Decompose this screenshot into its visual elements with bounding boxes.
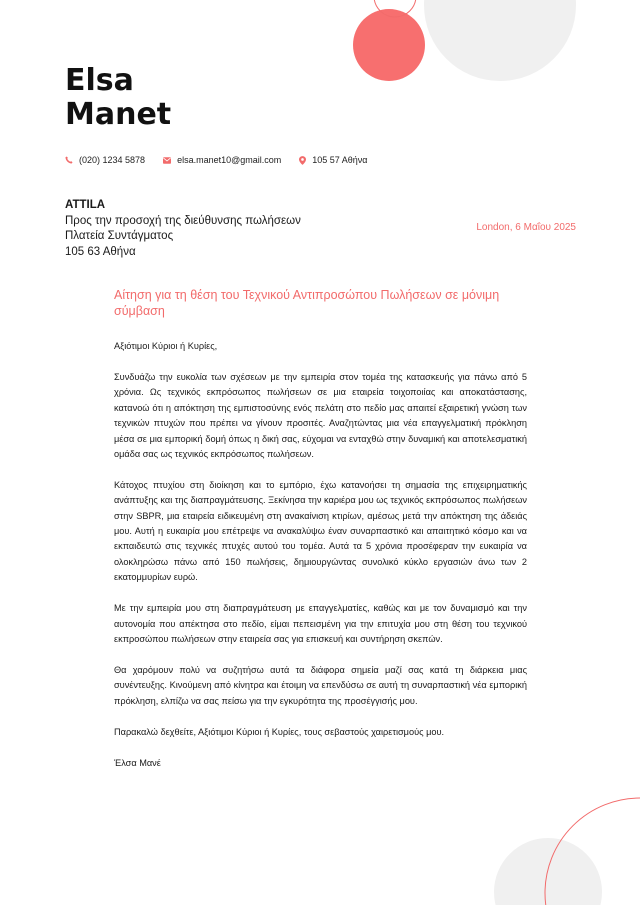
coral-circle-decoration xyxy=(353,9,425,81)
recipient-company: ATTILA xyxy=(65,199,106,211)
contact-bar xyxy=(65,155,368,165)
candidate-name xyxy=(65,64,171,132)
gray-circle-bottom-decoration xyxy=(494,838,602,905)
email-address: elsa.manet10@gmail.com xyxy=(177,155,282,165)
letter-date: London, 6 Μαΐου 2025 xyxy=(476,222,576,233)
letter-subject: Αίτηση για τη θέση του Τεχνικού Αντιπροσώπου Πωλήσεων σε μόνιμη σύμβαση xyxy=(114,288,500,318)
contact-location xyxy=(299,155,367,165)
contact-phone xyxy=(65,155,145,165)
location-pin-icon xyxy=(299,156,306,165)
paragraph-3: Με την εμπειρία μου στη διαπραγμάτευση με επαγγελματίες, καθώς και με τον δυναμισμό και την αυτονομία που απέκτησα στο πεδίο, είμαι πεπεισμένη για την επιτυχία μου στη θέση του τεχνικού εκπροσώπου πωλήσεων στην εταιρεία σας για επισκευή και συντήρηση σκεπών. xyxy=(114,603,527,644)
phone-number: (020) 1234 5878 xyxy=(79,155,146,165)
letter-body xyxy=(114,339,527,786)
paragraph-2: Κάτοχος πτυχίου στη διοίκηση και το εμπόριο, έχω κατανοήσει τη σημασία της επιχειρηματικής ανάπτυξης και της διαπραγμάτευσης. Ξεκίνησα την καριέρα μου ως τεχνικός εκπρόσωπος πωλήσεων στην SBPR, μια εταιρεία ειδικευμένη στη ανακαίνιση κτιρίων, αμέσως μετά την απόκτηση της άδειάς μου. Αυτή η ευκαιρία μου επέτρεψε να ανακαλύψω έναν συναρπαστικό και απαιτητικό κόσμο και να εκπαιδευτώ στις τεχνικές πτυχές αυτού του τομέα. Αυτά τα 5 χρόνια προσέφεραν την ευκαιρία να ολοκληρώσω πάνω από 150 πωλήσεις, δημιουργώντας συνολικό κύκλο εργασιών άνω των 2 εκατομμυρίων ευρώ. xyxy=(114,479,527,583)
gray-circle-decoration xyxy=(424,0,576,81)
recipient-line-1: Προς την προσοχή της διεύθυνσης πωλήσεων xyxy=(65,214,301,227)
closing: Παρακαλώ δεχθείτε, Αξιότιμοι Κύριοι ή Κυρίες, τους σεβαστούς χαιρετισμούς μου. xyxy=(114,726,445,737)
recipient-line-3: 105 63 Αθήνα xyxy=(65,245,136,258)
contact-email xyxy=(163,155,281,165)
recipient-line-2: Πλατεία Συντάγματος xyxy=(65,230,174,242)
last-name: Manet xyxy=(65,97,172,132)
paragraph-1: Συνδυάζω την ευκολία των σχέσεων με την εμπειρία στον τομέα της κατασκευής για πάνω από 5 χρόνια. Ως τεχνικός εκπρόσωπος πωλήσεων σε μια εταιρεία τοιχοποιίας και αποκατάστασης, κατανοώ ότι η απόκτηση της εμπιστοσύνης ενός πελάτη στο πεδίο μας απαιτεί εξαιρετική γνώση των τεχνικών πτυχών που πρέπει να γίνουν προσιτές. Αναζητώντας μια νέα επαγγελματική πρόκληση μέσα σε μια εμπορική δομή όπως η δική σας, εύχομαι να ενταχθώ στην δυναμική και αποτελεσματική ομάδα σας ως τεχνικός εκπρόσωπος πωλήσεων. xyxy=(114,371,527,459)
salutation: Αξιότιμοι Κύριοι ή Κυρίες, xyxy=(114,341,218,351)
email-icon xyxy=(163,157,171,164)
signature: Έλσα Μανέ xyxy=(114,757,161,768)
paragraph-4: Θα χαρόμουν πολύ να συζητήσω αυτά τα διάφορα σημεία μαζί σας κατά τη διάρκεια μιας συνέντευξης. Κινούμενη από κίνητρα και έτοιμη να επενδύσω σε αυτή τη συναρπαστική νέα εμπορική πρόκληση, ελπίζω να σας πείσω για την εγκυρότητα της προσέγγισής μου. xyxy=(114,664,527,706)
first-name: Elsa xyxy=(65,63,134,98)
phone-icon xyxy=(65,156,73,164)
recipient-block xyxy=(65,198,301,260)
location-text: 105 57 Αθήνα xyxy=(312,155,368,165)
bottom-right-decoration xyxy=(0,780,640,905)
